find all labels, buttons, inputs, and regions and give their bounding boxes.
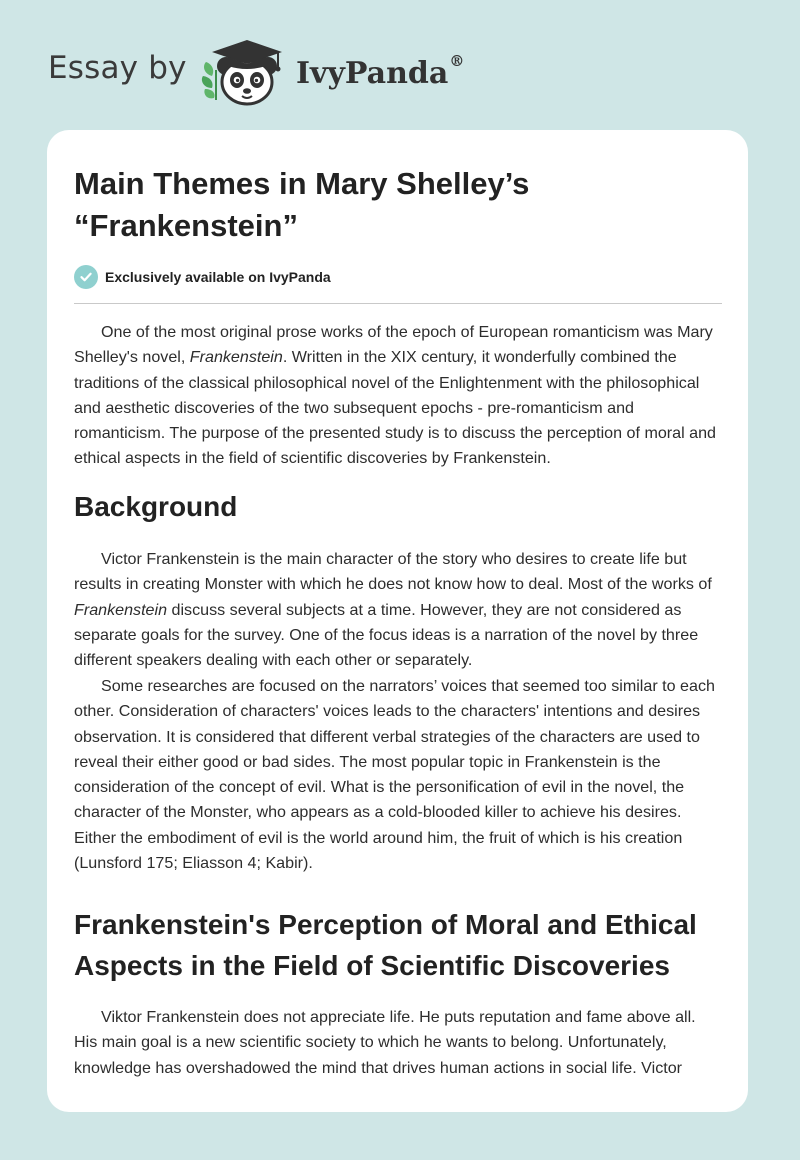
perception-paragraph-1: Viktor Frankenstein does not appreciate life. He puts reputation and fame above all. His main goal is a new scientific society to which he wants to belong. Unfortunately, knowledge has overshadowed the mind that drives human actions in social life. Victor: [74, 1008, 696, 1077]
site-header: [0, 0, 800, 130]
panda-graduate-icon[interactable]: [200, 36, 292, 108]
exclusive-badge-label: Exclusively available on IvyPanda: [105, 269, 331, 285]
background-paragraph-1: [74, 547, 722, 673]
intro-text-start: One of the most original prose works of the epoch of European romanticism was Mary Shelley's novel,: [74, 323, 713, 367]
exclusive-badge: [74, 264, 331, 290]
title-divider: [74, 303, 722, 304]
registered-mark: ®: [449, 52, 465, 70]
intro-book-title: Frankenstein: [189, 348, 283, 367]
brand-name[interactable]: [296, 52, 465, 91]
intro-text-end: . Written in the XIX century, it wonderfully combined the traditions of the classical philosophical novel of the Enlightenment with the philosophical and aesthetic discoveries of the two subsequent epochs - pre-romanticism and romanticism. The purpose of the presented study is to discuss the perception of moral and ethical aspects in the field of scientific discoveries by Frankenstein.: [74, 348, 717, 468]
essay-by-label: Essay by: [48, 50, 187, 86]
brand-text: IvyPanda: [296, 56, 449, 91]
background-paragraph-2: Some researches are focused on the narrators’ voices that seemed too similar to each other. Consideration of characters' voices leads to the characters' intentions and desires observation. It is considered that different verbal strategies of the characters are used to reveal their either good or bad sides. The most popular topic in Frankenstein is the consideration of the concept of evil. What is the personification of evil in the novel, the character of the Monster, who appears as a cold-blooded killer to achieve his desires. Either the embodiment of evil is the world around him, the fruit of which is his creation (Lunsford 175; Eliasson 4; Kabir).: [74, 677, 715, 873]
check-circle-icon: [74, 265, 98, 289]
article-title: Main Themes in Mary Shelley’s “Frankenstein”: [74, 166, 530, 243]
section-heading-background: Background: [74, 491, 238, 522]
bg-p1-book-title: Frankenstein: [74, 600, 168, 619]
section-heading-perception: Frankenstein's Perception of Moral and Ethical Aspects in the Field of Scientific Discoveries: [74, 909, 697, 981]
bg-p1-text-end: discuss several subjects at a time. However, they are not considered as separate goals for the survey. One of the focus ideas is a narration of the novel by three different speakers dealing with each other or separately.: [74, 600, 699, 670]
intro-paragraph: [74, 320, 722, 472]
bg-p1-text-start: Victor Frankenstein is the main character of the story who desires to create life but results in creating Monster with which he does not know how to deal. Most of the works of: [74, 550, 712, 594]
article-card: [47, 130, 748, 1112]
